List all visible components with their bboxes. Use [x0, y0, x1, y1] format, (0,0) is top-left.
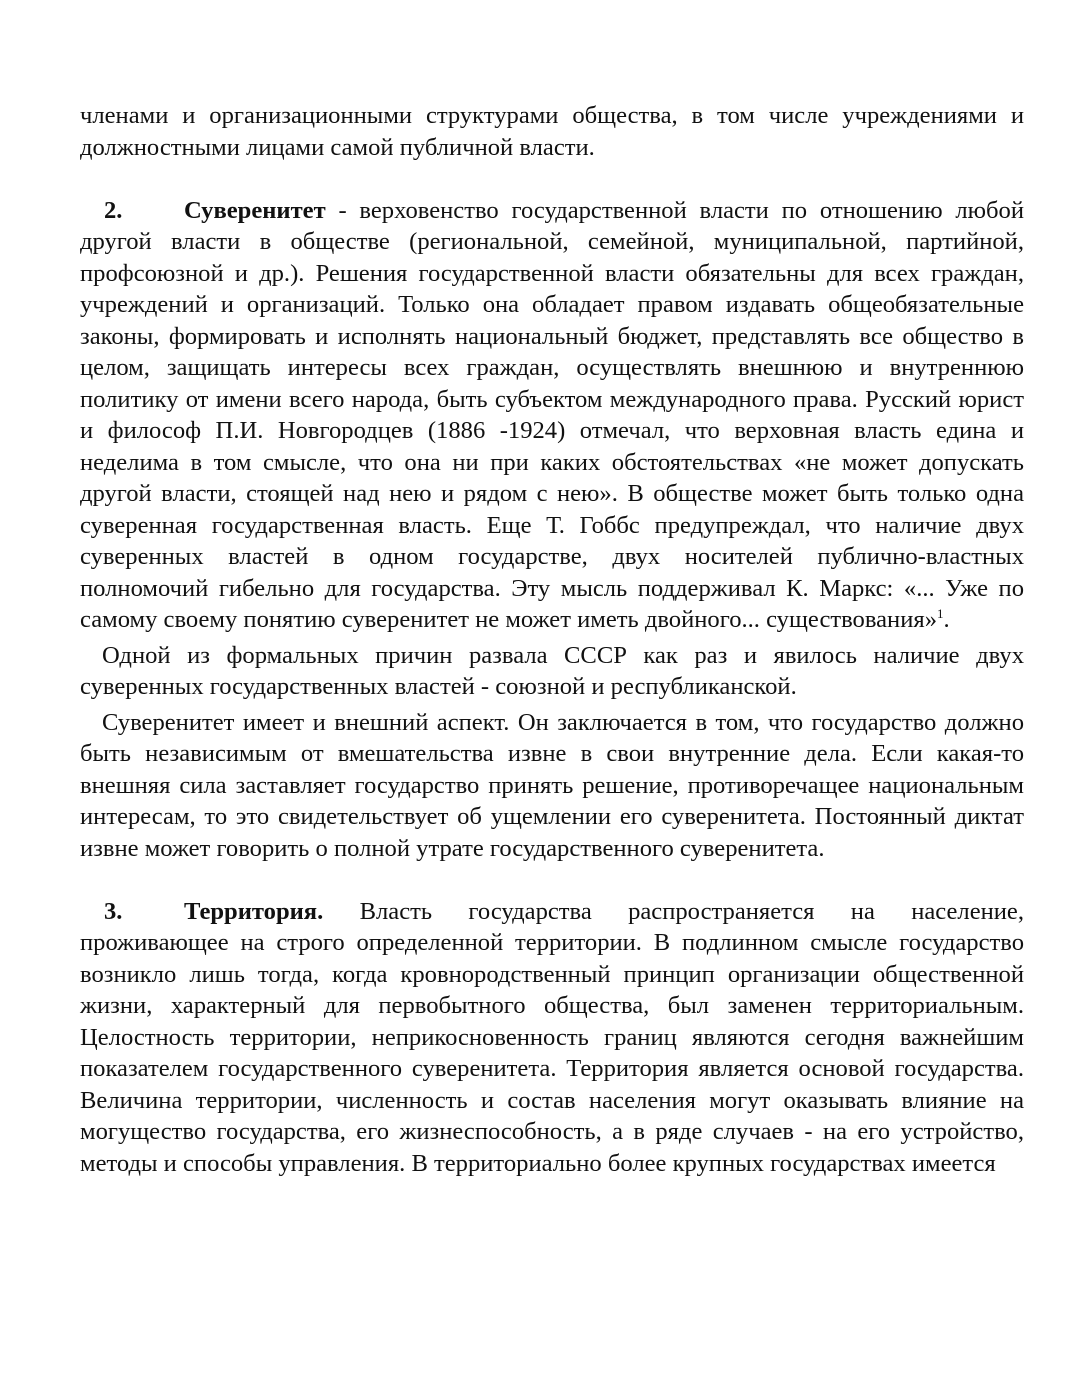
section-territory — [80, 896, 1024, 1180]
section-term: Суверенитет — [184, 196, 326, 224]
section-term: Территория. — [184, 897, 324, 925]
section-text: - верховенство государственной власти по отношению любой другой власти в обществе (региональной, семейной, муниципальной, партийной, профсоюзной и др.). Решения государственной власти обязательны для всех граждан, учреждений и организаций. Только она обладает правом издавать общеобязательные законы, формировать и исполнять национальный бюджет, представлять все общество в целом, защищать интересы всех граждан, осуществлять внешнюю и внутреннюю политику от имени всего народа, быть субъектом международного права. Русский юрист и философ П.И. Новгородцев (1886 -1924) отмечал, что верховная власть едина и неделима в том смысле, что она ни при каких обстоятельствах «не может допускать другой власти, стоящей над нею и рядом с нею». В обществе может быть только одна суверенная государственная власть. Еще Т. Гоббс предупреждал, что наличие двух суверенных властей в одном государстве, двух носителей публично-властных полномочий гибельно для государства. Эту мысль поддерживал К. Маркс: «... Уже по самому своему понятию суверенитет не может иметь двойного... существования» — [80, 196, 1024, 633]
continuation-paragraph: членами и организационными структурами общества, в том числе учреждениями и должностными лицами самой публичной власти. — [80, 102, 1024, 161]
section-text: Власть государства распространяется на население, проживающее на строго определенной территории. В подлинном смысле государство возникло лишь тогда, когда кровнородственный принцип организации общественной жизни, характерный для первобытного общества, был заменен территориальным. Целостность территории, неприкосновенность границ являются сегодня важнейшим показателем государственного суверенитета. Территория является основой государства. Величина территории, численность и состав населения могут оказывать влияние на могущество государства, его жизнеспособность, а в ряде случаев - на его устройство, методы и способы управления. В территориально более крупных государствах имеется — [80, 897, 1024, 1177]
document-page — [80, 100, 1024, 1179]
paragraph: Суверенитет имеет и внешний аспект. Он заключается в том, что государство должно быть независимым от вмешательства извне в свои внутренние дела. Если какая-то внешняя сила заставляет государство принять решение, противоречащее национальным интересам, то это свидетельствует об ущемлении его суверенитета. Постоянный диктат извне может говорить о полной утрате государственного суверенитета. — [80, 708, 1024, 862]
section-sovereignty — [80, 195, 1024, 636]
paragraph: Одной из формальных причин развала СССР как раз и явилось наличие двух суверенных государственных властей - союзной и республиканской. — [80, 641, 1024, 700]
section-number: 2. — [104, 196, 123, 224]
section-text-end: . — [943, 606, 950, 633]
section-number: 3. — [104, 897, 123, 925]
footnote-mark: 1 — [937, 605, 944, 621]
